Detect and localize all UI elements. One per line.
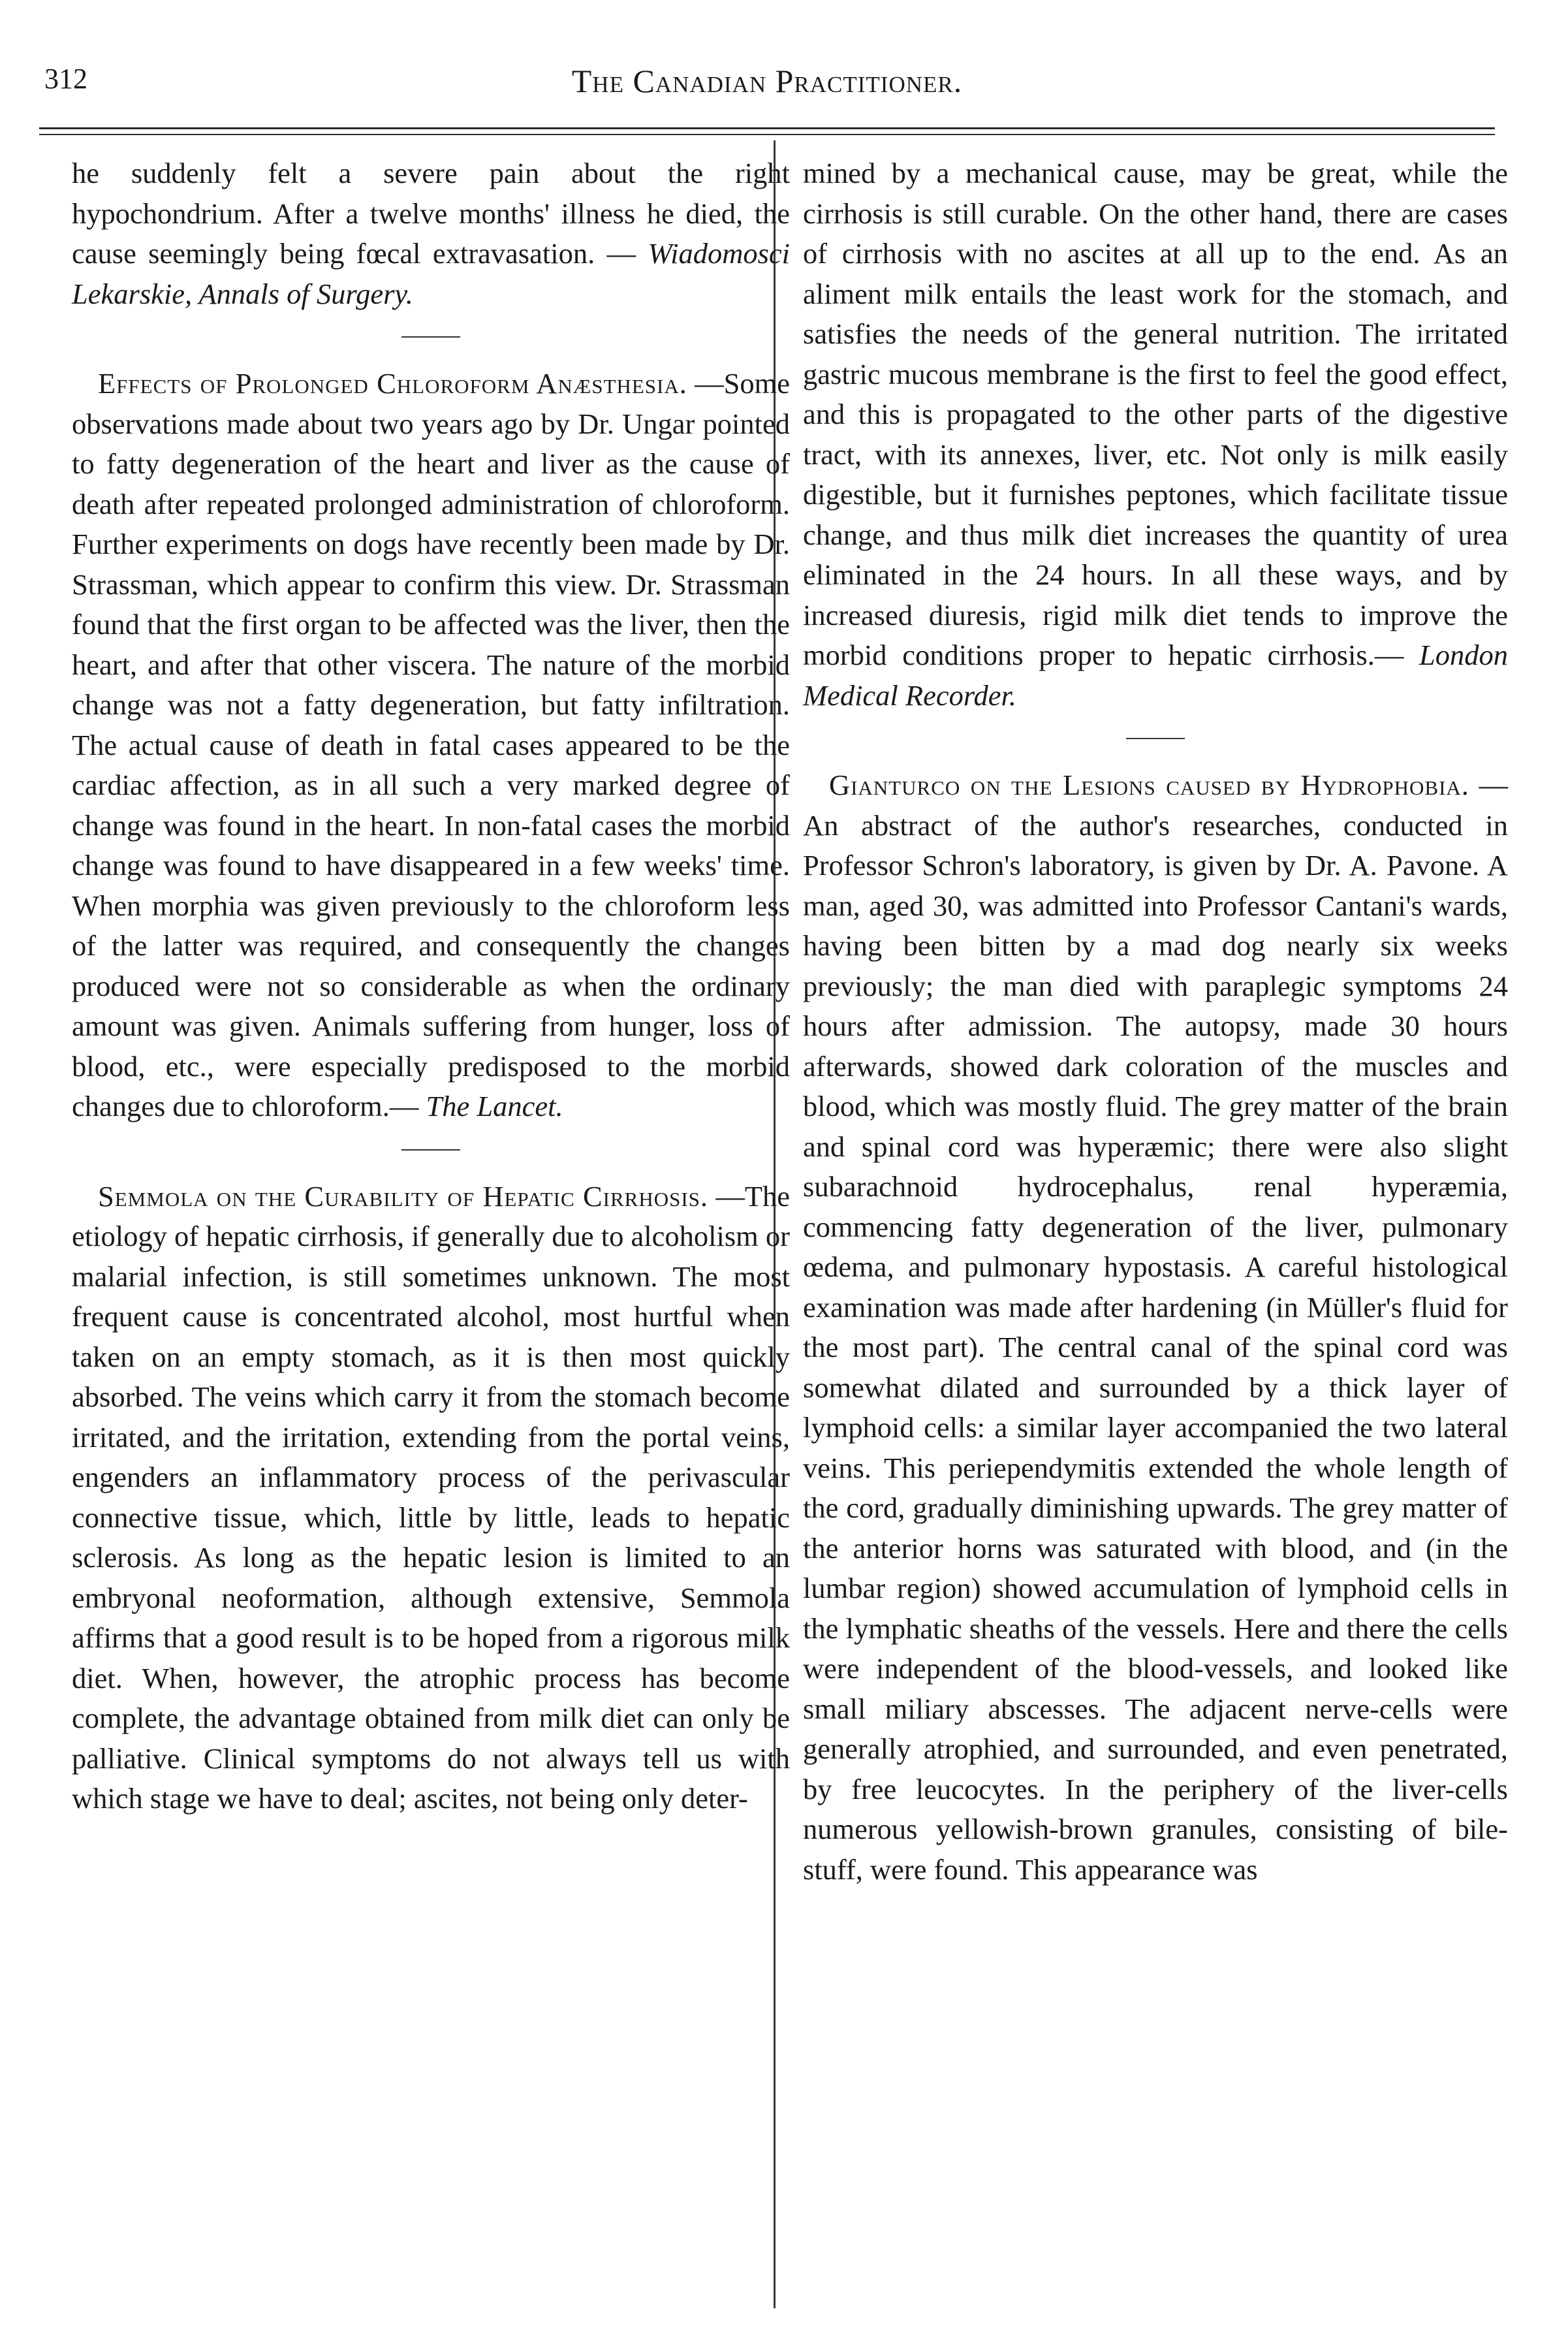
right-column bbox=[803, 153, 1508, 2313]
article-semmola-continued bbox=[803, 153, 1508, 716]
left-column bbox=[72, 153, 790, 2313]
page-header bbox=[39, 62, 1495, 114]
paragraph-continued bbox=[72, 153, 790, 314]
header-rule bbox=[39, 127, 1495, 129]
source-citation: Wiadomosci Lekarskie, Annals of Surgery. bbox=[72, 237, 791, 310]
article-title: Gianturco on the Lesions caused by Hydrophobia. bbox=[829, 769, 1469, 801]
section-separator bbox=[401, 1149, 460, 1151]
article-title: Semmola on the Curability of Hepatic Cirrhosis. bbox=[98, 1179, 709, 1213]
source-citation: The Lancet. bbox=[426, 1090, 563, 1122]
page-number: 312 bbox=[44, 63, 87, 95]
source-citation: London Medical Recorder. bbox=[803, 639, 1508, 712]
section-separator bbox=[1126, 738, 1185, 739]
article-title: Effects of Prolonged Chloroform Anæsthesia. bbox=[98, 367, 687, 400]
section-separator bbox=[401, 336, 460, 338]
running-head: The Canadian Practitioner. bbox=[571, 63, 963, 99]
article-gianturco bbox=[803, 765, 1508, 1890]
article-body: —Some observations made about two years ago by Dr. Ungar pointed to fatty degeneration of the heart and liver as the cause of death after repeated prolonged administration of chloroform. Further experiments on dogs have recently been made by Dr. Strassman, which appear to confirm this view. Dr. Strassman found that the first organ to be affected was the liver, then the heart, and after that other viscera. The nature of the morbid change was not a fatty degeneration, but fatty infiltration. The actual cause of death in fatal cases appeared to be the cardiac affection, as in all such a very marked degree of change was found in the heart. In non-fatal cases the morbid change was found to have disappeared in a few weeks' time. When morphia was given previously to the chloroform less of the latter was required, and consequently the changes produced were not so considerable as when the ordinary amount was given. Animals suffering from hunger, loss of blood, etc., were especially predisposed to the morbid changes due to chloroform.— bbox=[72, 367, 791, 1122]
article-body: — An abstract of the author's researches, conducted in Professor Schron's laboratory, is given by Dr. A. Pavone. A man, aged 30, was admitted into Professor Cantani's wards, having been bitten by a mad dog nearly six weeks previously; the man died with paraplegic symptoms 24 hours after admission. The autopsy, made 30 hours afterwards, showed dark coloration of the muscles and blood, which was mostly fluid. The grey matter of the brain and spinal cord was hyperæmic; there were also slight subarachnoid hydrocephalus, renal hyperæmia, commencing fatty degeneration of the liver, pulmonary œdema, and pulmonary hypostasis. A careful histological examination was made after hardening (in Müller's fluid for the most part). The central canal of the spinal cord was somewhat dilated and surrounded by a thick layer of lymphoid cells: a similar layer accompanied the two lateral veins. This periependymitis extended the whole length of the cord, gradually diminishing upwards. The grey matter of the anterior horns was saturated with blood, and (in the lumbar region) showed accumulation of lymphoid cells in the lymphatic sheaths of the vessels. Here and there the cells were independent of the blood-vessels, and looked like small miliary abscesses. The adjacent nerve-cells were generally atrophied, and surrounded, and even penetrated, by free leucocytes. In the periphery of the liver-cells numerous yellowish-brown granules, consisting of bile-stuff, were found. This appearance was bbox=[803, 769, 1508, 1886]
article-chloroform bbox=[72, 364, 790, 1127]
article-body: —The etiology of hepatic cirrhosis, if generally due to alcoholism or malarial infection, is still sometimes unknown. The most frequent cause is concentrated alcohol, most hurtful when taken on an empty stomach, as it is then most quickly absorbed. The veins which carry it from the stomach become irritated, and the irritation, extending from the portal veins, engenders an inflammatory process of the perivascular connective tissue, which, little by little, leads to hepatic sclerosis. As long as the hepatic lesion is limited to an embryonal neoformation, although extensive, Semmola affirms that a good result is to be hoped from a rigorous milk diet. When, however, the atrophic process has become complete, the advantage obtained from milk diet can only be palliative. Clinical symptoms do not always tell us with which stage we have to deal; ascites, not being only deter- bbox=[72, 1179, 791, 1815]
paragraph-text: he suddenly felt a severe pain about the right hypochondrium. After a twelve months' illness he died, the cause seemingly being fœcal extravasation. — bbox=[72, 157, 790, 270]
article-semmola bbox=[72, 1177, 790, 1819]
article-body: mined by a mechanical cause, may be great, while the cirrhosis is still curable. On the other hand, there are cases of cirrhosis with no ascites at all up to the end. As an aliment milk entails the least work for the stomach, and satisfies the needs of the general nutrition. The irritated gastric mucous membrane is the first to feel the good effect, and this is propagated to the other parts of the digestive tract, with its annexes, liver, etc. Not only is milk easily digestible, but it furnishes peptones, which facilitate tissue change, and thus milk diet increases the quantity of urea eliminated in the 24 hours. In all these ways, and by increased diuresis, rigid milk diet tends to improve the morbid conditions proper to hepatic cirrhosis.— bbox=[803, 157, 1508, 671]
header-rule-thin bbox=[39, 134, 1495, 135]
